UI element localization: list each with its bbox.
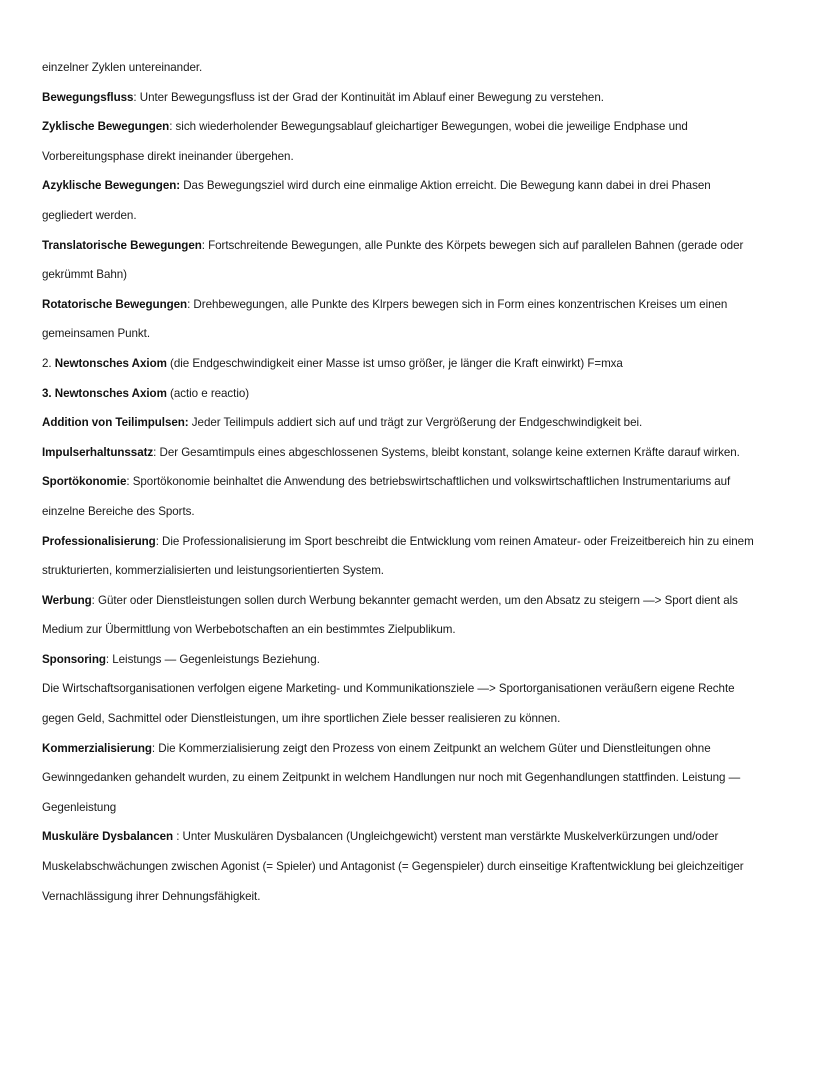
line-text: Vernachlässigung ihrer Dehnungsfähigkeit. xyxy=(42,889,261,903)
line-text: gemeinsamen Punkt. xyxy=(42,327,151,341)
term: Sportökonomie xyxy=(42,475,127,489)
line-text: strukturierten, kommerzialisierten und leistungsorientierten System. xyxy=(42,564,384,578)
line-text: : Die Professionalisierung im Sport beschreibt die Entwicklung vom reinen Amateur- oder Freizeitbereich hin zu einem xyxy=(155,534,754,548)
text-line xyxy=(42,88,787,118)
text-line xyxy=(42,857,787,887)
line-text: einzelner Zyklen untereinander. xyxy=(42,61,203,74)
line-prefix: 2. xyxy=(42,356,55,370)
text-line xyxy=(42,413,787,443)
text-line xyxy=(42,176,787,206)
text-line xyxy=(42,472,787,502)
line-text: Vorbereitungsphase direkt ineinander übergehen. xyxy=(42,149,294,163)
text-line xyxy=(42,265,787,295)
line-text: Gegenleistung xyxy=(42,800,117,814)
text-line xyxy=(42,324,787,354)
line-text: : Fortschreitende Bewegungen, alle Punkte des Körpets bewegen sich auf parallelen Bahnen (gerade oder xyxy=(201,238,744,252)
text-line xyxy=(42,58,787,88)
line-text: Die Wirtschaftsorganisationen verfolgen eigene Marketing- und Kommunikationsziele —> Sportorganisationen veräußern eigene Rechte xyxy=(42,682,735,696)
line-text: gegliedert werden. xyxy=(42,208,137,222)
line-text: gekrümmt Bahn) xyxy=(42,268,127,282)
line-text: einzelne Bereiche des Sports. xyxy=(42,504,195,518)
text-line xyxy=(42,768,787,798)
text-line xyxy=(42,295,787,325)
text-line xyxy=(42,709,787,739)
document-page xyxy=(42,58,787,916)
line-text: (actio e reactio) xyxy=(166,386,250,400)
line-text: Das Bewegungsziel wird durch eine einmalige Aktion erreicht. Die Bewegung kann dabei in drei Phasen xyxy=(180,179,711,193)
line-text: Gewinngedanken gehandelt wurden, zu einem Zeitpunkt in welchem Handlungen nur noch mit Gegenhandlungen stattfinden. Leistung — xyxy=(42,771,741,785)
text-line xyxy=(42,117,787,147)
line-text: : Unter Muskulären Dysbalancen (Ungleichgewicht) verstent man verstärkte Muskelverkürzungen und/oder xyxy=(173,830,719,844)
text-line xyxy=(42,561,787,591)
line-text: : Die Kommerzialisierung zeigt den Prozess von einem Zeitpunkt an welchem Güter und Dienstleitungen ohne xyxy=(151,741,711,755)
term: Impulserhaltunssatz xyxy=(42,445,154,459)
text-line xyxy=(42,384,787,414)
term: 3. Newtonsches Axiom xyxy=(42,386,167,400)
term: Bewegungsfluss xyxy=(42,90,134,104)
text-line xyxy=(42,887,787,917)
text-line xyxy=(42,502,787,532)
term: Rotatorische Bewegungen xyxy=(42,297,188,311)
text-line xyxy=(42,354,787,384)
term: Newtonsches Axiom xyxy=(54,356,167,370)
line-text: gegen Geld, Sachmittel oder Dienstleistungen, um ihre sportlichen Ziele besser realisieren zu können. xyxy=(42,712,561,726)
text-line xyxy=(42,650,787,680)
line-text: : Sportökonomie beinhaltet die Anwendung des betriebswirtschaftlichen und volkswirtschaftlichen Instrumentariums auf xyxy=(126,475,731,489)
term: Muskuläre Dysbalancen xyxy=(42,830,174,844)
line-text: : Der Gesamtimpuls eines abgeschlossenen Systems, bleibt konstant, solange keine externen Kräfte darauf wirken. xyxy=(153,445,740,459)
line-text: : Leistungs — Gegenleistungs Beziehung. xyxy=(105,652,320,666)
text-line xyxy=(42,739,787,769)
text-line xyxy=(42,532,787,562)
text-line xyxy=(42,679,787,709)
text-line xyxy=(42,620,787,650)
line-text: : Unter Bewegungsfluss ist der Grad der Kontinuität im Ablauf einer Bewegung zu verstehen. xyxy=(133,90,604,104)
line-text: (die Endgeschwindigkeit einer Masse ist umso größer, je länger die Kraft einwirkt) F=mxa xyxy=(166,356,623,370)
term: Azyklische Bewegungen: xyxy=(42,179,181,193)
term: Kommerzialisierung xyxy=(42,741,152,755)
line-text: Muskelabschwächungen zwischen Agonist (= Spieler) und Antagonist (= Gegenspieler) durch einseitige Kraftentwicklung bei gleichzeitiger xyxy=(42,860,744,874)
text-line xyxy=(42,827,787,857)
text-line xyxy=(42,443,787,473)
term: Translatorische Bewegungen xyxy=(42,238,202,252)
term: Sponsoring xyxy=(42,652,106,666)
text-line xyxy=(42,591,787,621)
term: Addition von Teilimpulsen: xyxy=(42,416,189,430)
line-text: Medium zur Übermittlung von Werbebotschaften an ein bestimmtes Zielpublikum. xyxy=(42,623,456,637)
line-text: Jeder Teilimpuls addiert sich auf und trägt zur Vergrößerung der Endgeschwindigkeit bei. xyxy=(188,416,643,430)
line-text: : sich wiederholender Bewegungsablauf gleichartiger Bewegungen, wobei die jeweilige Endphase und xyxy=(169,120,688,134)
text-line xyxy=(42,147,787,177)
term: Werbung xyxy=(42,593,92,607)
line-text: : Drehbewegungen, alle Punkte des Klrpers bewegen sich in Form eines konzentrischen Kreises um einen xyxy=(187,297,728,311)
text-line xyxy=(42,236,787,266)
line-text: : Güter oder Dienstleistungen sollen durch Werbung bekannter gemacht werden, um den Absatz zu steigern —> Sport dient als xyxy=(91,593,738,607)
text-line xyxy=(42,206,787,236)
term: Professionalisierung xyxy=(42,534,156,548)
term: Zyklische Bewegungen xyxy=(42,120,170,134)
text-line xyxy=(42,798,787,828)
